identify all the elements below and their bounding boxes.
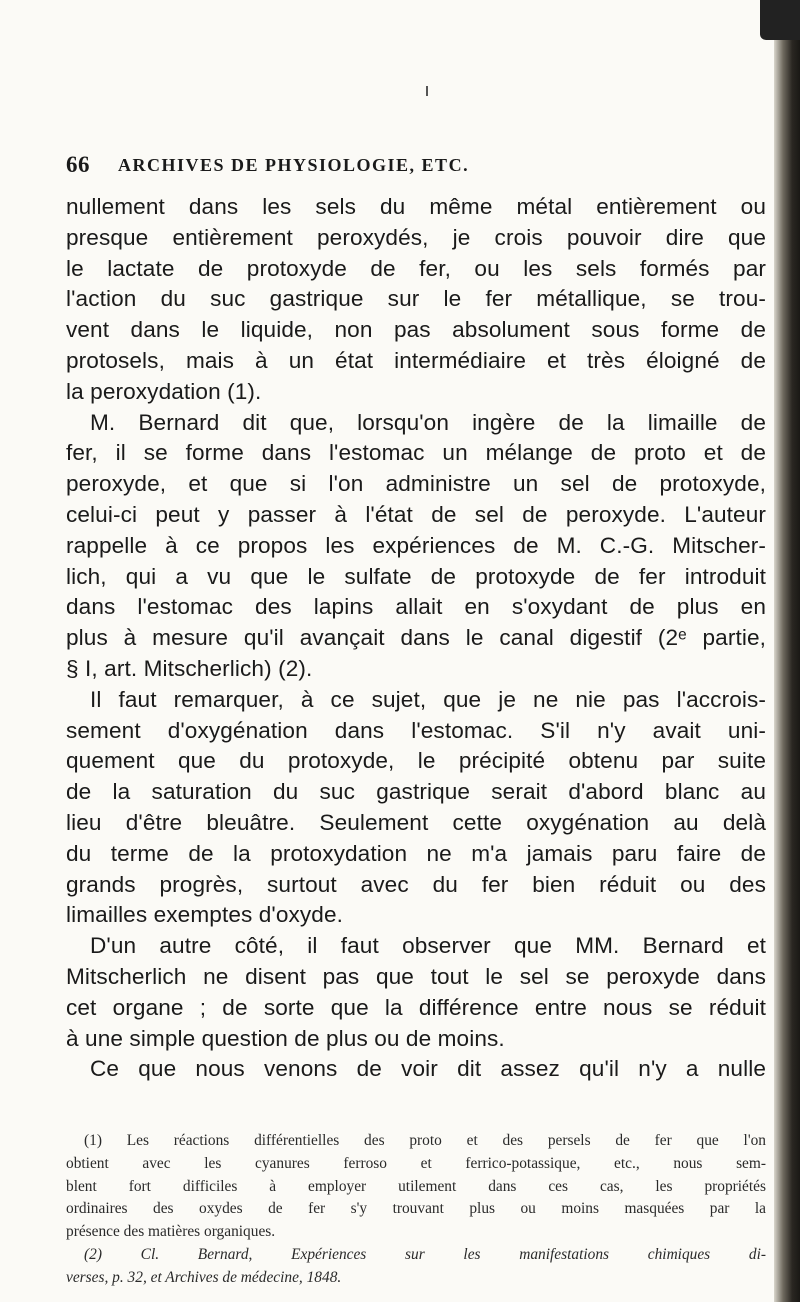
body-text xyxy=(66,192,766,1085)
text-line: Ce que nous venons de voir dit assez qu'il n'y a nulle xyxy=(90,1056,766,1082)
footnote-line: présence des matières organiques. xyxy=(66,1223,276,1241)
text-line: peroxyde, et que si l'on administre un sel de protoxyde, xyxy=(66,471,766,497)
text-line: fer, il se forme dans l'estomac un mélange de proto et de xyxy=(66,440,766,466)
page-edge-shadow xyxy=(774,0,800,1302)
text-line: du terme de la protoxydation ne m'a jamais paru faire de xyxy=(66,840,766,866)
page-number: 66 xyxy=(66,152,90,177)
text-line: presque entièrement peroxydés, je crois pouvoir dire que xyxy=(66,224,766,250)
footnote-line: verses, p. 32, et Archives de médecine, 1848. xyxy=(66,1268,342,1286)
text-line: le lactate de protoxyde de fer, ou les sels formés par xyxy=(66,255,766,281)
text-line: Mitscherlich ne disent pas que tout le sel se peroxyde dans xyxy=(66,963,766,989)
footnote-line: (2) Cl. Bernard, Expériences sur les manifestations chimiques di- xyxy=(84,1245,766,1263)
text-line: dans l'estomac des lapins allait en s'oxydant de plus en xyxy=(66,594,766,620)
text-line: lich, qui a vu que le sulfate de protoxyde de fer introduit xyxy=(66,563,766,589)
page-corner-shadow xyxy=(760,0,800,40)
text-line: celui-ci peut y passer à l'état de sel de peroxyde. L'auteur xyxy=(66,501,766,527)
text-line: à une simple question de plus ou de moins. xyxy=(66,1025,505,1051)
text-line: cet organe ; de sorte que la différence entre nous se réduit xyxy=(66,994,766,1020)
text-line: l'action du suc gastrique sur le fer métallique, se trou- xyxy=(66,286,766,312)
text-line: D'un autre côté, il faut observer que MM. Bernard et xyxy=(90,933,766,959)
text-line: M. Bernard dit que, lorsqu'on ingère de la limaille de xyxy=(90,409,766,435)
text-line: vent dans le liquide, non pas absolument sous forme de xyxy=(66,317,766,343)
running-head xyxy=(66,152,766,182)
text-line: lieu d'être bleuâtre. Seulement cette oxygénation au delà xyxy=(66,809,766,835)
footnote-line: blent fort difficiles à employer utilement dans ces cas, les propriétés xyxy=(66,1177,766,1195)
footnotes xyxy=(66,1130,766,1290)
footnote-line: ordinaires des oxydes de fer s'y trouvant plus ou moins masquées par la xyxy=(66,1200,766,1218)
text-line: la peroxydation (1). xyxy=(66,378,262,404)
text-line: grands progrès, surtout avec du fer bien réduit ou des xyxy=(66,871,766,897)
footnote-line: obtient avec les cyanures ferroso et ferrico-potassique, etc., nous sem- xyxy=(66,1154,766,1172)
text-line: rappelle à ce propos les expériences de M. C.-G. Mitscher- xyxy=(66,532,766,558)
text-line: sement d'oxygénation dans l'estomac. S'il n'y avait uni- xyxy=(66,717,766,743)
text-line: protosels, mais à un état intermédiaire et très éloigné de xyxy=(66,347,766,373)
text-line: § I, art. Mitscherlich) (2). xyxy=(66,655,313,681)
text-line: nullement dans les sels du même métal entièrement ou xyxy=(66,194,766,219)
text-line: de la saturation du suc gastrique serait d'abord blanc au xyxy=(66,779,766,805)
text-line: quement que du protoxyde, le précipité obtenu par suite xyxy=(66,748,766,774)
running-title: ARCHIVES DE PHYSIOLOGIE, ETC. xyxy=(118,155,470,175)
text-line: plus à mesure qu'il avançait dans le canal digestif (2ᵉ partie, xyxy=(66,625,766,651)
text-line: limailles exemptes d'oxyde. xyxy=(66,902,344,928)
text-line: Il faut remarquer, à ce sujet, que je ne nie pas l'accrois- xyxy=(90,686,766,712)
footnote-line: (1) Les réactions différentielles des proto et des persels de fer que l'on xyxy=(84,1132,766,1149)
ink-mark xyxy=(426,86,428,96)
